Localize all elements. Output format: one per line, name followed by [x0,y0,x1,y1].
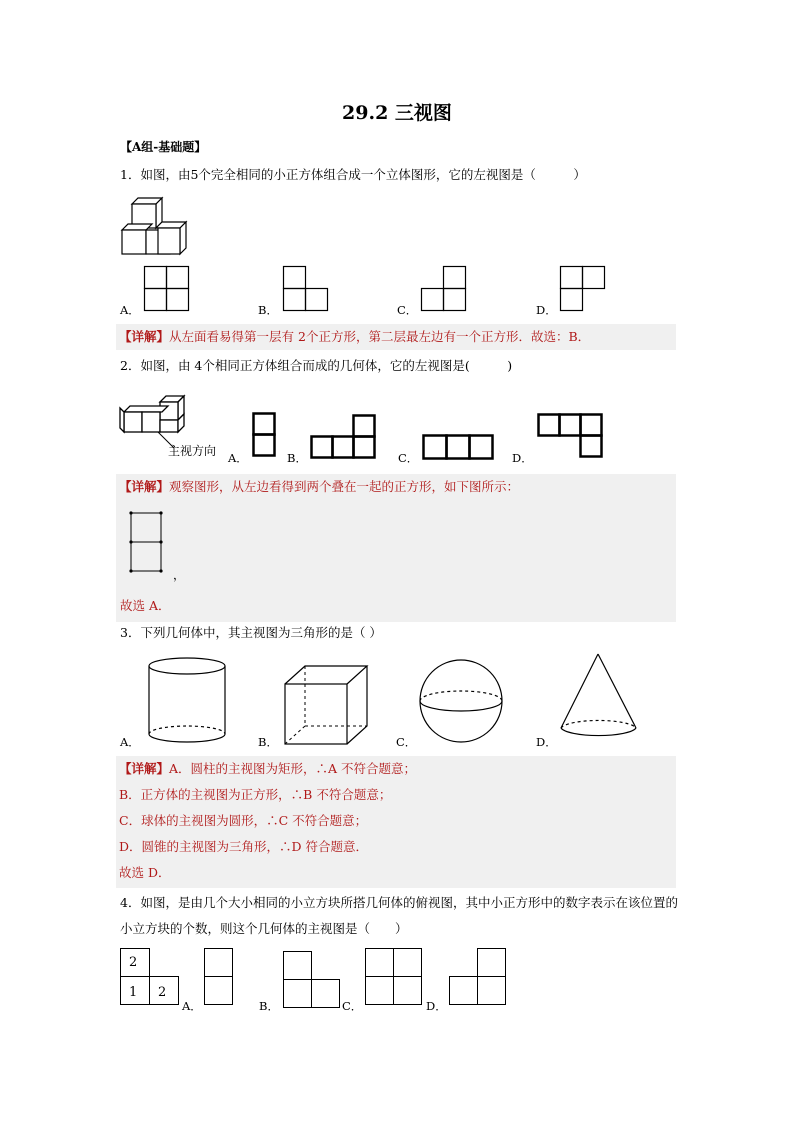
q4-grid-number-bottom-left: 1 [129,985,138,1000]
q4-option-a-label[interactable]: A． [182,999,202,1013]
q1-option-c-figure[interactable] [421,266,467,312]
q3-option-c-label[interactable]: C． [396,735,417,749]
q3-detail-tag: 【详解】 [119,761,170,776]
q1-option-b-figure[interactable] [283,266,329,312]
q3-detail-box [116,756,676,888]
q1-option-a-label[interactable]: A． [120,303,140,317]
q4-option-c-label[interactable]: C． [342,999,363,1013]
q1-cube-stack-figure [122,198,188,258]
q2-detail-comma: ， [173,568,186,582]
section-heading: 【A组-基础题】 [120,140,207,154]
q1-option-d-label[interactable]: D． [536,303,557,317]
q4-option-b-figure[interactable] [283,951,343,1011]
q1-option-c-label[interactable]: C． [397,303,418,317]
q1-option-a-figure[interactable] [144,266,190,312]
question-2-text: 2．如图，由 4个相同正方体组合而成的几何体，它的左视图是( ) [120,358,513,373]
q3-detail-line-1: A．圆柱的主视图为矩形，∴A 不符合题意； [169,761,417,776]
q2-option-b-figure[interactable] [309,414,377,460]
q3-option-b-label[interactable]: B． [258,735,278,749]
q3-cube-figure[interactable] [283,664,373,748]
q1-option-b-label[interactable]: B． [258,303,278,317]
q2-detail-answer-figure [128,510,168,576]
q2-answer: 故选 A． [120,598,171,613]
q3-detail-line-2: B．正方体的主视图为正方形，∴B 不符合题意； [119,787,392,802]
q3-cone-figure[interactable] [558,652,640,746]
question-1-text: 1．如图，由5个完全相同的小正方体组合成一个立体图形，它的左视图是（ ） [120,167,586,182]
q4-option-d-figure[interactable] [449,948,509,1008]
q1-option-d-figure[interactable] [560,266,606,312]
q2-detail-tag: 【详解】 [119,479,170,494]
q3-option-d-label[interactable]: D． [536,735,557,749]
q4-option-d-label[interactable]: D． [426,999,447,1013]
q2-option-b-label[interactable]: B． [287,451,307,465]
q4-option-b-label[interactable]: B． [259,999,279,1013]
q3-detail-line-3: C．球体的主视图为圆形，∴C 不符合题意； [119,813,368,828]
q1-detail-text: 从左面看易得第一层有 2个正方形，第二层最左边有一个正方形．故选：B． [169,329,591,344]
q3-cylinder-figure[interactable] [146,656,230,748]
q4-grid-number-bottom-right: 2 [158,985,167,1000]
question-4-text: 4．如图，是由几个大小相同的小立方块所搭几何体的俯视图，其中小正方形中的数字表示在该位置的小立方块的个数，则这个几何体的主视图是（ ） [120,895,678,936]
q4-grid-number-top-left: 2 [129,955,138,970]
q2-option-d-figure[interactable] [537,413,603,459]
q3-detail-line-5: 故选 D． [119,865,171,880]
q1-detail-box [116,324,676,350]
q3-detail-line-4: D．圆锥的主视图为三角形，∴D 符合题意． [119,839,369,854]
q2-option-a-figure[interactable] [252,412,276,458]
q4-option-c-figure[interactable] [365,948,425,1008]
q2-option-d-label[interactable]: D． [512,451,533,465]
q3-sphere-figure[interactable] [418,658,504,744]
question-3-text: 3．下列几何体中，其主视图为三角形的是（ ） [120,625,382,640]
q3-option-a-label[interactable]: A． [120,735,140,749]
page-title: 29.2 三视图 [342,102,452,124]
q2-option-c-figure[interactable] [422,434,494,460]
q2-option-c-label[interactable]: C． [398,451,419,465]
q1-detail-tag: 【详解】 [119,329,170,344]
q2-detail-text: 观察图形，从左边看得到两个叠在一起的正方形，如下图所示： [169,479,520,494]
q2-detail-box [116,474,676,622]
q2-option-a-label[interactable]: A． [228,451,248,465]
q4-option-a-figure[interactable] [204,948,234,1008]
q2-view-direction-caption: 主视方向 [168,444,217,458]
